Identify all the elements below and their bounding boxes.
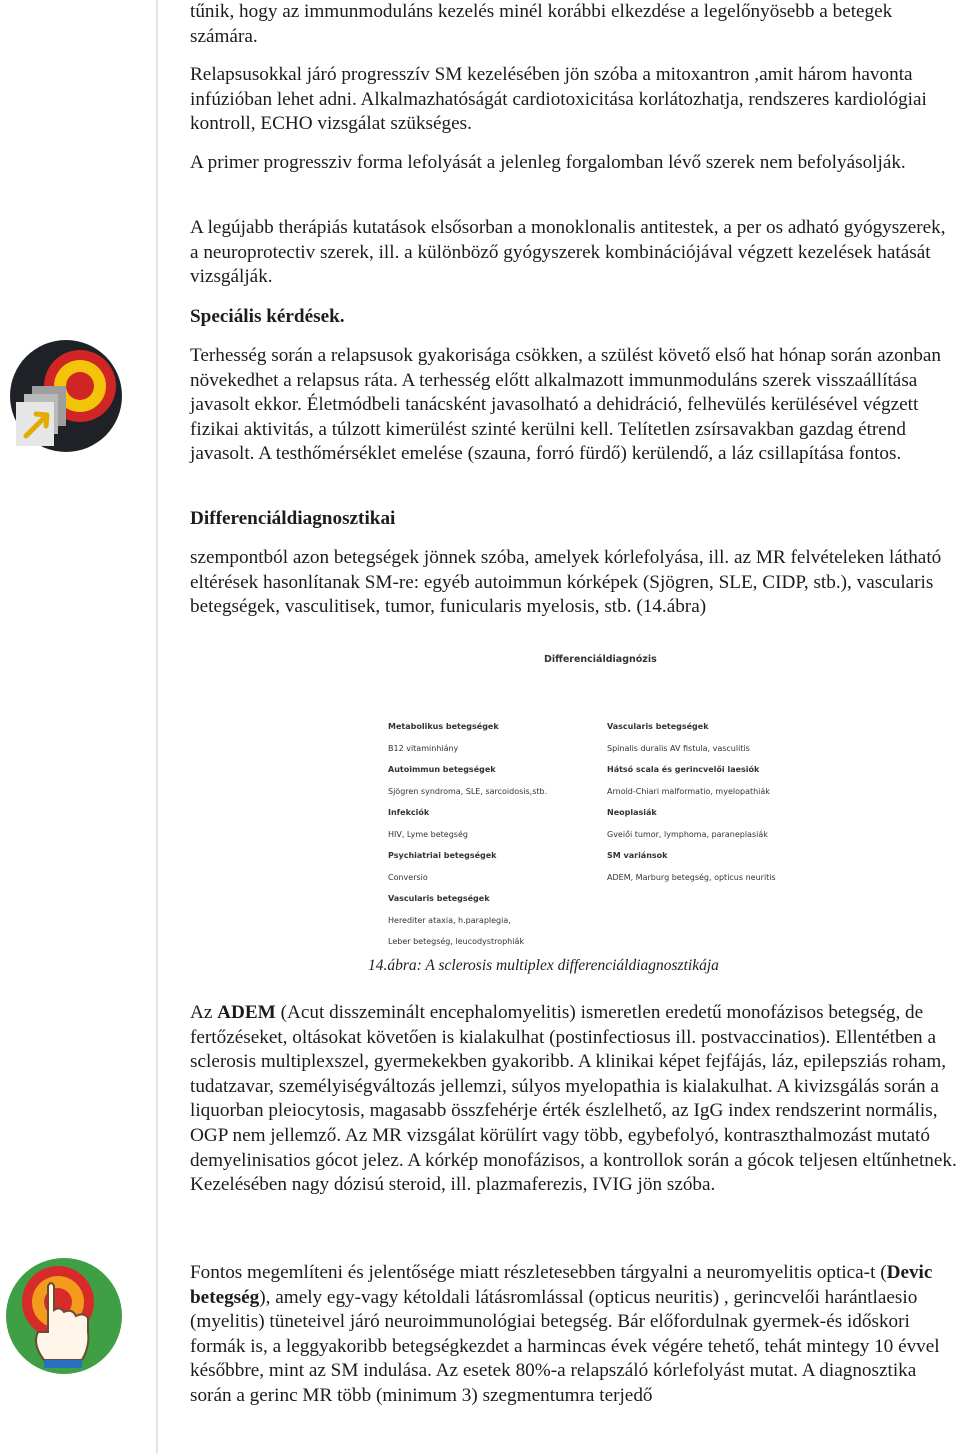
- figure-item: Herediter ataxia, h.paraplegia,: [388, 915, 511, 925]
- paragraph-differential: szempontból azon betegségek jönnek szóba, amelyek kórlefolyása, ill. az MR felvételeken látható eltérések hasonlítanak SM-re: egyéb autoimmun kórképek (Sjögren, SLE, CIDP, stb.), vascularis betegségek, vasculitisek, tumor, funicularis myelosis, stb. (14.ábra): [190, 547, 942, 618]
- figure-item: Autoimmun betegségek: [388, 765, 496, 774]
- figure-item: Gveiői tumor, lymphoma, paraneplasiák: [607, 829, 768, 839]
- figure-item: B12 vitaminhiány: [388, 743, 459, 753]
- figure-item: Vascularis betegségek: [607, 722, 709, 731]
- figure-left-column: [388, 722, 618, 959]
- adem-text: (Acut disszeminált encephalomyelitis) ismeretlen eredetű monofázisos betegség, de fertőzéseket, oltásokat követően is kialakulhat (postinfectiosus ill. postvaccinatios). Ellentétben a sclerosis multiplexszel, gyermekekben gyakoribb. A klinikai képet fejfájás, láz, epilepsziás roham, tudatzavar, személyiségváltozás jellemzi, súlyos myelopathia is kialakulhat. A kivizsgálás során a liquorban pleiocytosis, magasabb összfehérje érték észlelhető, az IgG index rendszerint normális, OGP nem jellemző. Az MR vizsgálat körülírt vagy több, egybefolyó, kontraszthalmozást mutató demyelinisatios gócot jelez. A kórkép monofázisos, a kontrollok során a gócok teljesen eltűnhetnek. Kezelésében nagy dózisú steroid, ill. plazmaferezis, IVIG jön szóba.: [190, 1002, 957, 1196]
- section-heading-differential: Differenciáldiagnosztikai: [190, 508, 396, 529]
- figure-item: Psychiatriai betegségek: [388, 851, 497, 860]
- figure-item: Metabolikus betegségek: [388, 722, 499, 731]
- figure-item: Infekciók: [388, 808, 430, 817]
- devic-intro: Fontos megemlíteni és jelentősége miatt részletesebben tárgyalni a neuromyelitis optica-t (: [190, 1262, 887, 1283]
- figure-differential-diagnosis: [380, 646, 800, 951]
- margin-divider: [156, 0, 158, 1453]
- paragraph-mitoxantron: Relapsusokkal járó progresszív SM kezelésében jön szóba a mitoxantron ,amit három havonta infúzióban lehet adni. Alkalmazhatóságát cardiotoxicitása korlátozhatja, rendszeres kardiológiai kontroll, ECHO vizsgálat szükséges.: [190, 64, 927, 135]
- alert-target-arrow-icon: [6, 336, 124, 456]
- figure-right-column: [607, 722, 797, 894]
- paragraph-adem: [190, 1001, 958, 1198]
- figure-item: Arnold-Chiari malformatio, myelopathiák: [607, 786, 770, 796]
- figure-item: Hátsó scala és gerincvelői laesiók: [607, 765, 760, 774]
- figure-item: Vascularis betegségek: [388, 894, 490, 903]
- paragraph-intro-continuation: tűnik, hogy az immunmoduláns kezelés minél korábbi elkezdése a legelőnyösebb a betegek számára.: [190, 1, 893, 47]
- figure-title: Differenciáldiagnózis: [544, 654, 657, 665]
- figure-item: Leber betegség, leucodystrophiák: [388, 937, 524, 946]
- paragraph-primary-progressive: A primer progressziv forma lefolyását a jelenleg forgalomban lévő szerek nem befolyásolják.: [190, 152, 906, 173]
- paragraph-devic: [190, 1261, 958, 1409]
- paragraph-pregnancy: Terhesség során a relapsusok gyakorisága csökken, a szülést követő első hat hónap során azonban növekedhet a relapsus ráta. A terhesség előtt alkalmazott immunmoduláns szerek visszaállítása javasolt ekkor. Életmódbeli tanácsként javasolható a dehidráció, felhevülés kerülésével végzett fizikai aktivitás, a túlzott kimerülést szinté kerülni kell. Telítetlen zsírsavakban gazdag étrend javasolt. A testhőmérséklet emelése (szauna, forró fürdő) kerülendő, a láz csillapítása fontos.: [190, 345, 942, 465]
- adem-intro: Az: [190, 1002, 218, 1023]
- figure-item: ADEM, Marburg betegség, opticus neuritis: [607, 872, 776, 882]
- adem-term: ADEM: [217, 1002, 276, 1023]
- pointing-hand-target-icon: [4, 1256, 124, 1376]
- devic-text: ), amely egy-vagy kétoldali látásromlással (opticus neuritis) , gerincvelői harántlaesio (myelitis) tüneteivel járó neuroimmunológiai betegség. Bár előfordulnak gyermek-és időskori formák is, a leggyakoribb betegségkezdet a harmincas évek végére tehető, tehát mintegy 10 évvel későbbre, mint az SM indulása. Az esetek 80%-a relapszáló kórlefolyást mutat. A diagnosztika során a gerinc MR több (minimum 3) szegmentumra terjedő: [190, 1286, 940, 1406]
- paragraph-new-therapies: A legújabb therápiás kutatások elsősorban a monoklonalis antitestek, a per os adható gyógyszerek, a neuroprotectiv szerek, ill. a különböző gyógyszerek kombinációjával végzett kezelések hatását vizsgálják.: [190, 217, 946, 288]
- figure-item: SM variánsok: [607, 851, 668, 860]
- figure-item: Conversio: [388, 872, 428, 882]
- section-heading-special-questions: Speciális kérdések.: [190, 306, 345, 327]
- figure-item: Spinalis duralis AV fistula, vasculitis: [607, 743, 750, 753]
- figure-item: Sjögren syndroma, SLE, sarcoidosis,stb.: [388, 786, 548, 796]
- devic-term: Devic betegség: [190, 1262, 933, 1308]
- figure-item: HIV, Lyme betegség: [388, 829, 468, 839]
- figure-item: Neoplasiák: [607, 808, 657, 817]
- figure-caption: 14.ábra: A sclerosis multiplex differenciáldiagnosztikája: [368, 957, 719, 974]
